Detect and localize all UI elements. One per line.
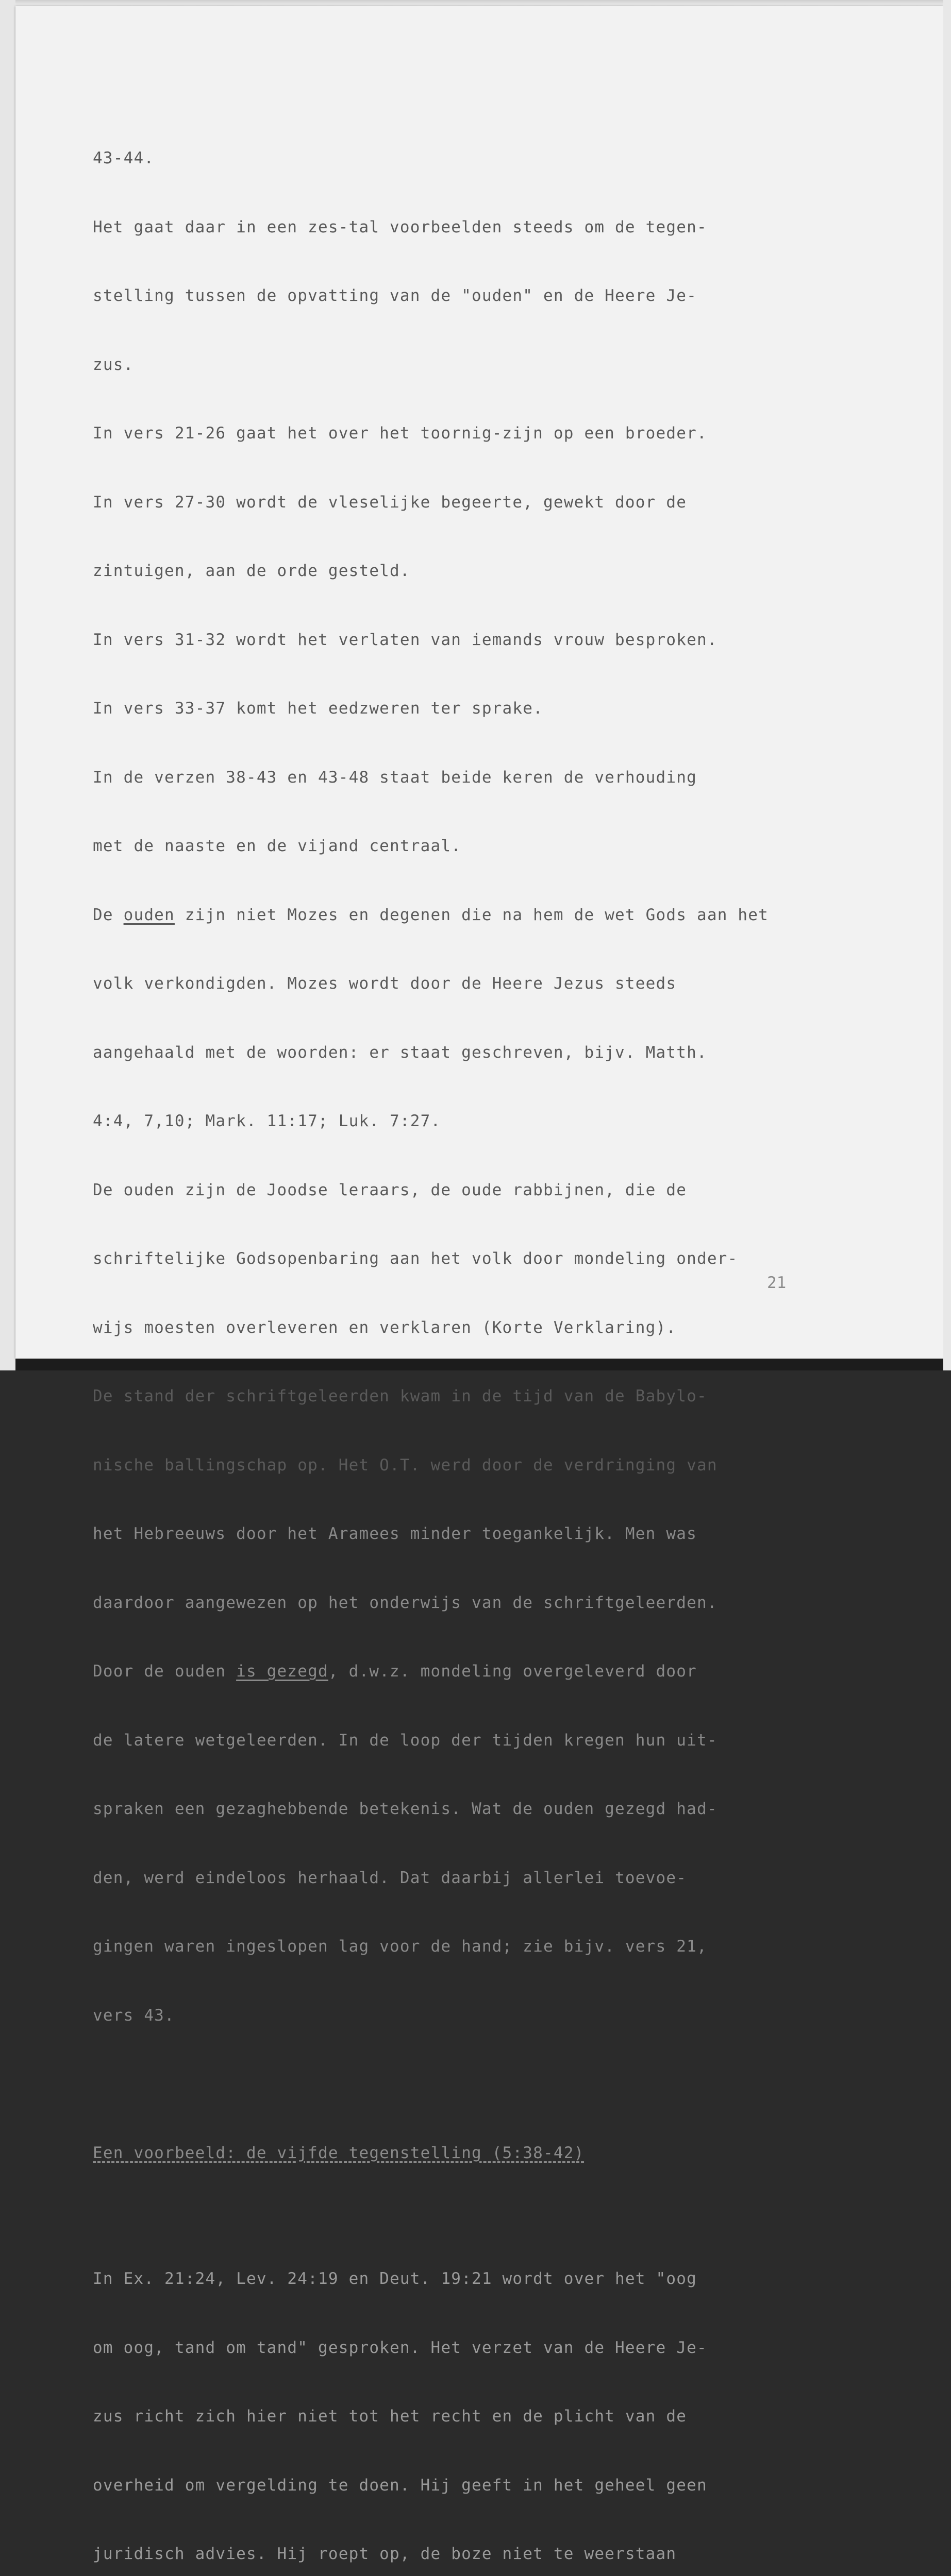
text-line: De stand der schriftgeleerden kwam in de tijd van de Babylo-	[93, 1387, 707, 1405]
text-line: vers 43.	[93, 2006, 175, 2025]
text-line: Het gaat daar in een zes-tal voorbeelden steeds om de tegen-	[93, 217, 707, 236]
text-line: In vers 27-30 wordt de vleselijke begeerte, gewekt door de	[93, 493, 687, 512]
scan-right-edge	[943, 0, 951, 1370]
text-line-ouden	[93, 904, 917, 927]
paragraph-gap	[93, 2210, 917, 2222]
underlined-term: ouden	[123, 905, 175, 924]
text-line: het Hebreeuws door het Aramees minder toegankelijk. Men was	[93, 1524, 697, 1543]
text-line: overheid om vergelding te doen. Hij geeft in het geheel geen	[93, 2476, 707, 2495]
text-line: zus richt zich hier niet tot het recht en de plicht van de	[93, 2407, 687, 2426]
text-line: wijs moesten overleveren en verklaren (Korte Verklaring).	[93, 1318, 677, 1337]
text-line: In vers 33-37 komt het eedzweren ter sprake.	[93, 699, 543, 718]
text-line: In vers 31-32 wordt het verlaten van iemands vrouw besproken.	[93, 630, 718, 649]
scan-top-edge	[15, 0, 943, 6]
text-line: nische ballingschap op. Het O.T. werd door de verdringing van	[93, 1455, 718, 1475]
text-line: De ouden zijn de Joodse leraars, de oude rabbijnen, die de	[93, 1180, 687, 1199]
text-line: zus.	[93, 355, 134, 374]
text-line: om oog, tand om tand" gesproken. Het verzet van de Heere Je-	[93, 2338, 707, 2357]
text-fragment: , d.w.z. mondeling overgeleverd door	[328, 1662, 697, 1681]
text-line: juridisch advies. Hij roept op, de boze niet te weerstaan	[93, 2545, 677, 2563]
text-line: spraken een gezaghebbende betekenis. Wat de ouden gezegd had-	[93, 1800, 718, 1818]
body-text	[93, 101, 917, 2576]
text-line: stelling tussen de opvatting van de "ouden" en de Heere Je-	[93, 286, 697, 305]
underlined-term: is gezegd	[236, 1662, 328, 1681]
text-line: schriftelijke Godsopenbaring aan het volk door mondeling onder-	[93, 1249, 738, 1268]
text-line: 4:4, 7,10; Mark. 11:17; Luk. 7:27.	[93, 1112, 441, 1130]
section-heading: Een voorbeeld: de vijfde tegenstelling (5:38-42)	[93, 2143, 585, 2162]
paragraph-gap	[93, 2073, 917, 2096]
text-line: zintuigen, aan de orde gesteld.	[93, 562, 410, 580]
page-number: 21	[767, 1274, 787, 1292]
text-fragment: zijn niet Mozes en degenen die na hem de wet Gods aan het	[174, 905, 769, 924]
text-line: daardoor aangewezen op het onderwijs van de schriftgeleerden.	[93, 1593, 718, 1612]
text-line: gingen waren ingeslopen lag voor de hand; zie bijv. vers 21,	[93, 1937, 707, 1956]
text-line: den, werd eindeloos herhaald. Dat daarbij allerlei toevoe-	[93, 1868, 687, 1887]
text-line-gezegd	[93, 1660, 917, 1683]
text-line: 43-44.	[93, 149, 155, 167]
text-fragment: Door de ouden	[93, 1662, 237, 1681]
text-line: In vers 21-26 gaat het over het toornig-zijn op een broeder.	[93, 424, 707, 443]
text-line: de latere wetgeleerden. In de loop der tijden kregen hun uit-	[93, 1731, 718, 1750]
text-line: volk verkondigden. Mozes wordt door de Heere Jezus steeds	[93, 974, 677, 993]
text-line: In de verzen 38-43 en 43-48 staat beide keren de verhouding	[93, 768, 697, 787]
text-line: met de naaste en de vijand centraal.	[93, 837, 462, 855]
text-line: aangehaald met de woorden: er staat geschreven, bijv. Matth.	[93, 1043, 707, 1062]
scan-left-edge	[0, 0, 15, 1370]
text-line: In Ex. 21:24, Lev. 24:19 en Deut. 19:21 wordt over het "oog	[93, 2269, 697, 2288]
text-fragment: De	[93, 905, 124, 924]
